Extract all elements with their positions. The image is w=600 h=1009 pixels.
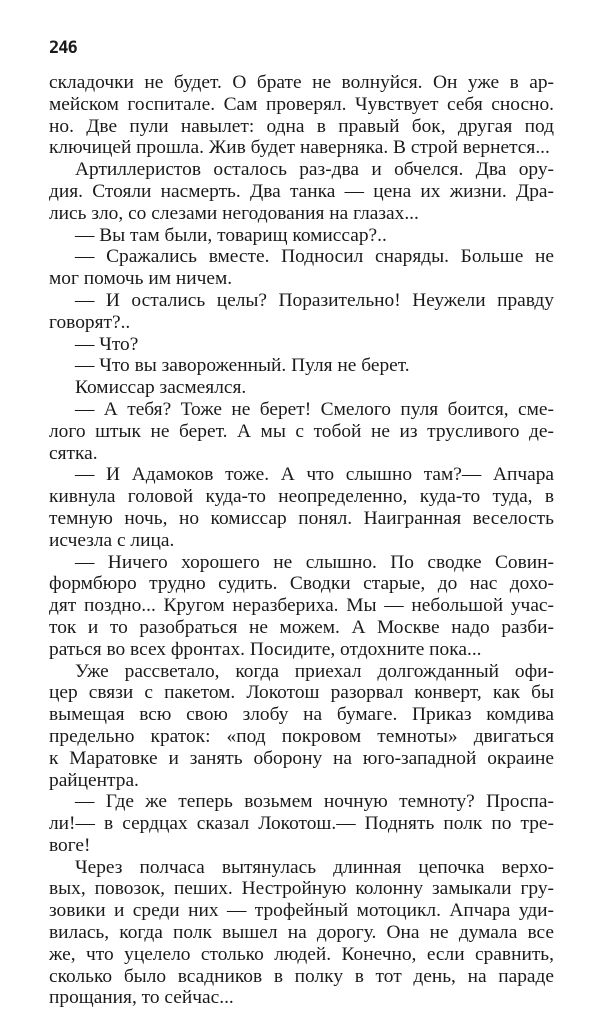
text-line: — Ничего хорошего не слышно. По сводке Совин- xyxy=(75,551,554,573)
text-line: сятка. xyxy=(49,442,98,464)
text-line: дия. Стояли насмерть. Два танка — цена их жизни. Дра- xyxy=(49,180,554,202)
text-line: вых, повозок, пеших. Нестройную колонну замыкали гру- xyxy=(49,878,554,900)
text-line: Артиллеристов осталось раз-два и обчелся. Два ору- xyxy=(75,159,554,181)
text-line: воге! xyxy=(49,834,91,856)
text-line: Комиссар засмеялся. xyxy=(75,377,247,399)
text-line: темную ночь, но комиссар понял. Наигранная веселость xyxy=(49,507,554,529)
body-text xyxy=(49,72,554,1009)
text-line: прощания, то сейчас... xyxy=(49,987,234,1009)
text-line: исчезла с лица. xyxy=(49,529,175,551)
text-line: — И Адамоков тоже. А что слышно там?— Апчара xyxy=(75,464,554,486)
text-line: мог помочь им ничем. xyxy=(49,268,233,290)
text-line: Уже рассветало, когда приехал долгожданный офи- xyxy=(75,660,554,682)
text-line: — И остались целы? Поразительно! Неужели правду xyxy=(75,289,554,311)
text-line: раться во всех фронтах. Посидите, отдохните пока... xyxy=(49,638,482,660)
text-line: говорят?.. xyxy=(49,311,131,333)
text-line: к Маратовке и занять оборону на юго-западной окраине xyxy=(49,747,554,769)
text-line: — Сражались вместе. Подносил снаряды. Больше не xyxy=(75,246,554,268)
text-line: складочки не будет. О брате не волнуйся. Он уже в ар- xyxy=(49,72,554,93)
text-line: кивнула головой куда-то неопределенно, куда-то туда, в xyxy=(49,486,554,508)
text-line: лого штык не берет. А мы с тобой не из трусливого де- xyxy=(49,420,554,442)
text-line: ключицей прошла. Жив будет наверняка. В строй вернется... xyxy=(49,137,550,159)
page-number: 246 xyxy=(49,38,77,58)
text-line: же, что уцелело столько людей. Конечно, если сравнить, xyxy=(49,943,554,965)
text-line: вилась, когда полк вышел на дорогу. Она не думала все xyxy=(49,922,554,944)
text-line: но. Две пули навылет: одна в правый бок, другая под xyxy=(49,115,554,137)
text-line: зовики и среди них — трофейный мотоцикл. Апчара уди- xyxy=(49,900,554,922)
text-line: вымещая всю свою злобу на бумаге. Приказ комдива xyxy=(49,704,554,726)
text-line: ли!— в сердцах сказал Локотош.— Поднять полк по тре- xyxy=(49,813,554,835)
text-line: райцентра. xyxy=(49,769,139,791)
text-line: лись зло, со слезами негодования на глазах... xyxy=(49,202,419,224)
text-line: предельно краток: «под покровом темноты» двигаться xyxy=(49,725,554,747)
text-line: — Вы там были, товарищ комиссар?.. xyxy=(75,224,387,246)
text-line: сколько было всадников в полку в тот день, на параде xyxy=(49,965,554,987)
text-line: цер связи с пакетом. Локотош разорвал конверт, как бы xyxy=(49,682,554,704)
text-line: мейском госпитале. Сам проверял. Чувствует себя сносно. xyxy=(49,93,554,115)
text-line: — А тебя? Тоже не берет! Смелого пуля боится, сме- xyxy=(75,398,554,420)
text-line: дят поздно... Кругом неразбериха. Мы — небольшой учас- xyxy=(49,595,554,617)
text-line: формбюро трудно судить. Сводки старые, до нас дохо- xyxy=(49,573,554,595)
text-line: Через полчаса вытянулась длинная цепочка верхо- xyxy=(75,856,554,878)
text-line: — Где же теперь возьмем ночную темноту? Проспа- xyxy=(75,791,554,813)
text-line: — Что? xyxy=(75,333,139,355)
text-line: — Что вы завороженный. Пуля не берет. xyxy=(75,355,410,377)
text-line: ток и то разобраться не можем. А Москве надо разби- xyxy=(49,616,554,638)
